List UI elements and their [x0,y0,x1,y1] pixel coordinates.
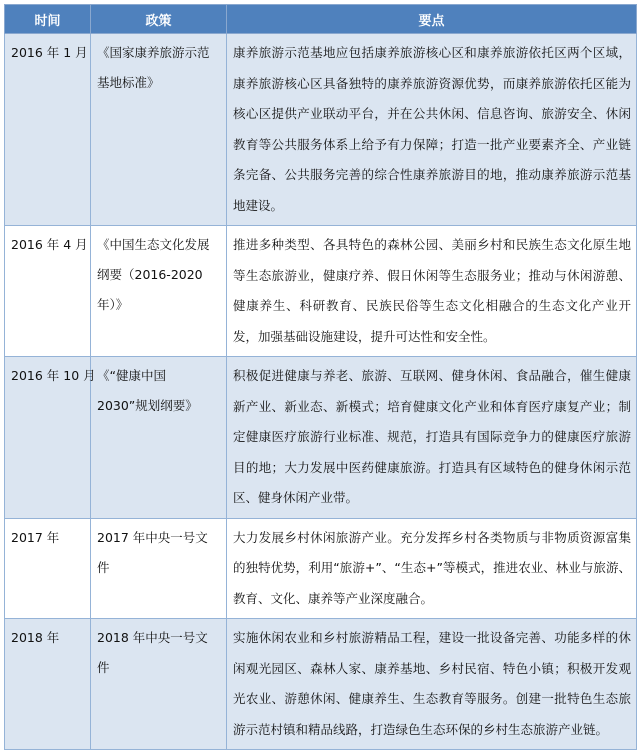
table-row [5,619,637,750]
row-points: 康养旅游示范基地应包括康养旅游核心区和康养旅游依托区两个区域，康养旅游核心区具备独特的康养旅游资源优势，而康养旅游依托区能为核心区提供产业联动平台，并在公共休闲、信息咨询、旅游安全、休闲教育等公共服务体系上给予有力保障；打造一批产业要素齐全、产业链条完备、公共服务完善的综合性康养旅游目的地，推动康养旅游示范基地建设。 [227,34,637,226]
header-points: 要点 [227,5,637,34]
table-header-row [5,5,637,34]
row-points: 推进多种类型、各具特色的森林公园、美丽乡村和民族生态文化原生地等生态旅游业，健康疗养、假日休闲等生态服务业；推动与休闲游憩、健康养生、科研教育、民族民俗等生态文化相融合的生态文化产业开发，加强基础设施建设，提升可达性和安全性。 [227,226,637,357]
row-date: 2016 年 1 月 [5,34,91,226]
row-points: 实施休闲农业和乡村旅游精品工程，建设一批设备完善、功能多样的休闲观光园区、森林人家、康养基地、乡村民宿、特色小镇；积极开发观光农业、游憩休闲、健康养生、生态教育等服务。创建一批特色生态旅游示范村镇和精品线路，打造绿色生态环保的乡村生态旅游产业链。 [227,619,637,750]
table-row [5,518,637,619]
row-date: 2016 年 4 月 [5,226,91,357]
table-row [5,226,637,357]
policy-table [4,4,637,750]
row-policy: 2018 年中央一号文件 [91,619,227,750]
row-date: 2018 年 [5,619,91,750]
row-policy: 《“健康中国 2030”规划纲要》 [91,357,227,519]
row-date: 2017 年 [5,518,91,619]
row-policy: 2017 年中央一号文件 [91,518,227,619]
row-date: 2016 年 10 月 [5,357,91,519]
row-points: 积极促进健康与养老、旅游、互联网、健身休闲、食品融合，催生健康新产业、新业态、新模式；培育健康文化产业和体育医疗康复产业；制定健康医疗旅游行业标准、规范，打造具有国际竞争力的健康医疗旅游目的地；大力发展中医药健康旅游。打造具有区域特色的健身休闲示范区、健身休闲产业带。 [227,357,637,519]
header-policy: 政策 [91,5,227,34]
header-time: 时间 [5,5,91,34]
table-row [5,34,637,226]
row-policy: 《国家康养旅游示范基地标准》 [91,34,227,226]
table-row [5,357,637,519]
row-points: 大力发展乡村休闲旅游产业。充分发挥乡村各类物质与非物质资源富集的独特优势，利用“旅游+”、“生态+”等模式，推进农业、林业与旅游、教育、文化、康养等产业深度融合。 [227,518,637,619]
row-policy: 《中国生态文化发展纲要（2016-2020 年）》 [91,226,227,357]
